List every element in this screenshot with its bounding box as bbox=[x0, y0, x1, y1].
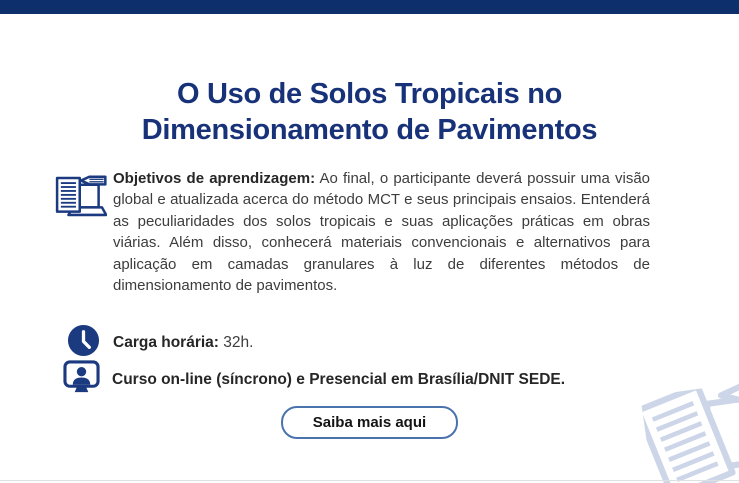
learn-more-button[interactable]: Saiba mais aqui bbox=[281, 406, 458, 439]
workload-label: Carga horária: bbox=[113, 334, 219, 351]
objectives-text: Ao final, o participante deverá possuir uma visão global e atualizada acerca do método MCT e seus principais ensaios. Entenderá as peculiaridades dos solos tropicais e suas aplicações práticas em obras viárias. Além disso, conhecerá materiais convencionais e alternativos para aplicação em camadas granulares à luz de diferentes métodos de dimensionamento de pavimentos. bbox=[113, 170, 651, 295]
bottom-divider bbox=[0, 480, 739, 481]
page-title bbox=[0, 76, 739, 148]
top-bar bbox=[0, 0, 739, 14]
objectives-paragraph bbox=[113, 168, 650, 296]
page-title-line-1: O Uso de Solos Tropicais no bbox=[176, 78, 563, 110]
modality-text: Curso on-line (síncrono) e Presencial em Brasília/DNIT SEDE. bbox=[112, 371, 566, 388]
page-title-line-2: Dimensionamento de Pavimentos bbox=[141, 114, 598, 146]
workload-value: 32h. bbox=[223, 334, 254, 351]
monitor-person-icon bbox=[63, 360, 100, 400]
workload-text bbox=[113, 334, 253, 352]
document-pencil-laptop-icon bbox=[55, 168, 113, 229]
cta-container bbox=[0, 406, 739, 439]
modality-section bbox=[63, 360, 565, 400]
clock-icon bbox=[67, 324, 100, 362]
workload-section bbox=[67, 324, 253, 362]
objectives-label: Objetivos de aprendizagem: bbox=[113, 170, 316, 187]
watermark-document-pencil-laptop-icon bbox=[640, 375, 739, 483]
objectives-section bbox=[55, 168, 650, 296]
